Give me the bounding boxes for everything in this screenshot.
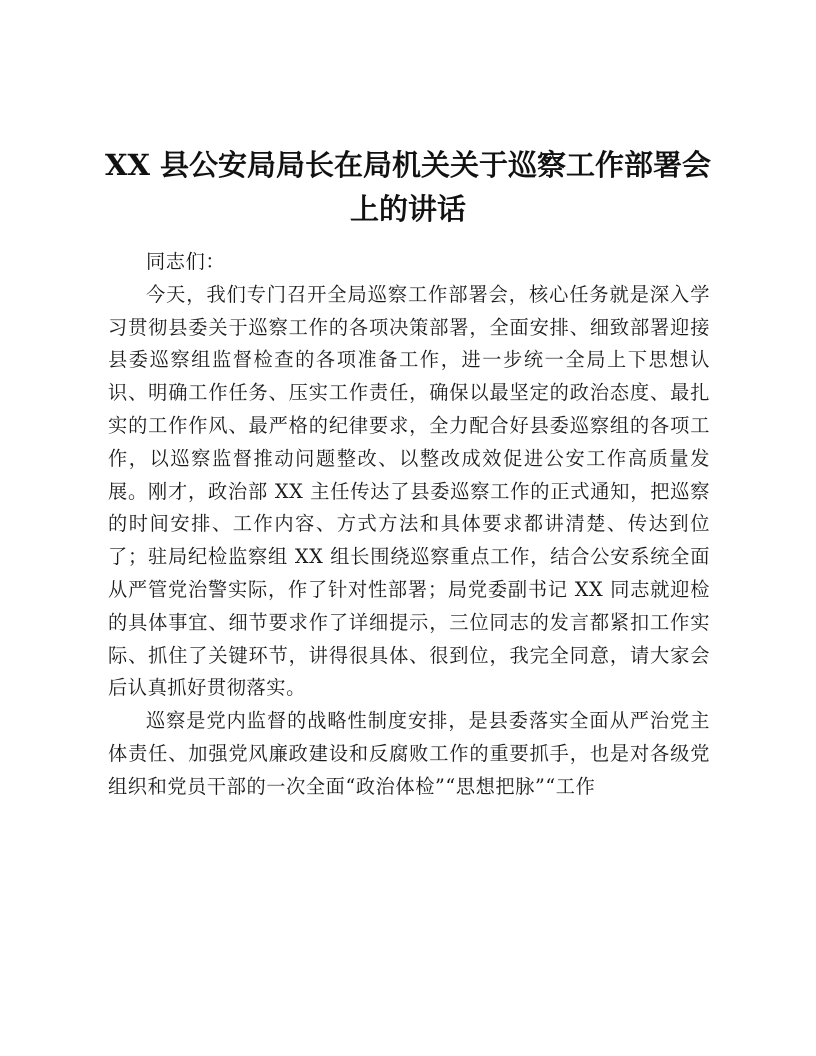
salutation: 同志们： bbox=[146, 250, 226, 273]
paragraph: 巡察是党内监督的战略性制度安排，是县委落实全面从严治党主体责任、加强党风廉政建设和反腐败工作的重要抓手，也是对各级党组织和党员干部的一次全面“政治体检”“思想把脉”“工作 bbox=[108, 709, 710, 798]
document-title: XX 县公安局局长在局机关关于巡察工作部署会上的讲话 bbox=[104, 148, 712, 226]
document-body bbox=[108, 246, 710, 804]
paragraph: 今天，我们专门召开全局巡察工作部署会，核心任务就是深入学习贯彻县委关于巡察工作的各项决策部署，全面安排、细致部署迎接县委巡察组监督检查的各项准备工作，进一步统一全局上下思想认识、明确工作任务、压实工作责任，确保以最坚定的政治态度、最扎实的工作作风、最严格的纪律要求，全力配合好县委巡察组的各项工作，以巡察监督推动问题整改、以整改成效促进公安工作高质量发展。刚才，政治部 XX 主任传达了县委巡察工作的正式通知，把巡察的时间安排、工作内容、方式方法和具体要求都讲清楚、传达到位了；驻局纪检监察组 XX 组长围绕巡察重点工作，结合公安系统全面从严管党治警实际，作了针对性部署；局党委副书记 XX 同志就迎检的具体事宜、细节要求作了详细提示，三位同志的发言都紧扣工作实际、抓住了关键环节，讲得很具体、很到位，我完全同意，请大家会后认真抓好贯彻落实。 bbox=[108, 282, 710, 700]
